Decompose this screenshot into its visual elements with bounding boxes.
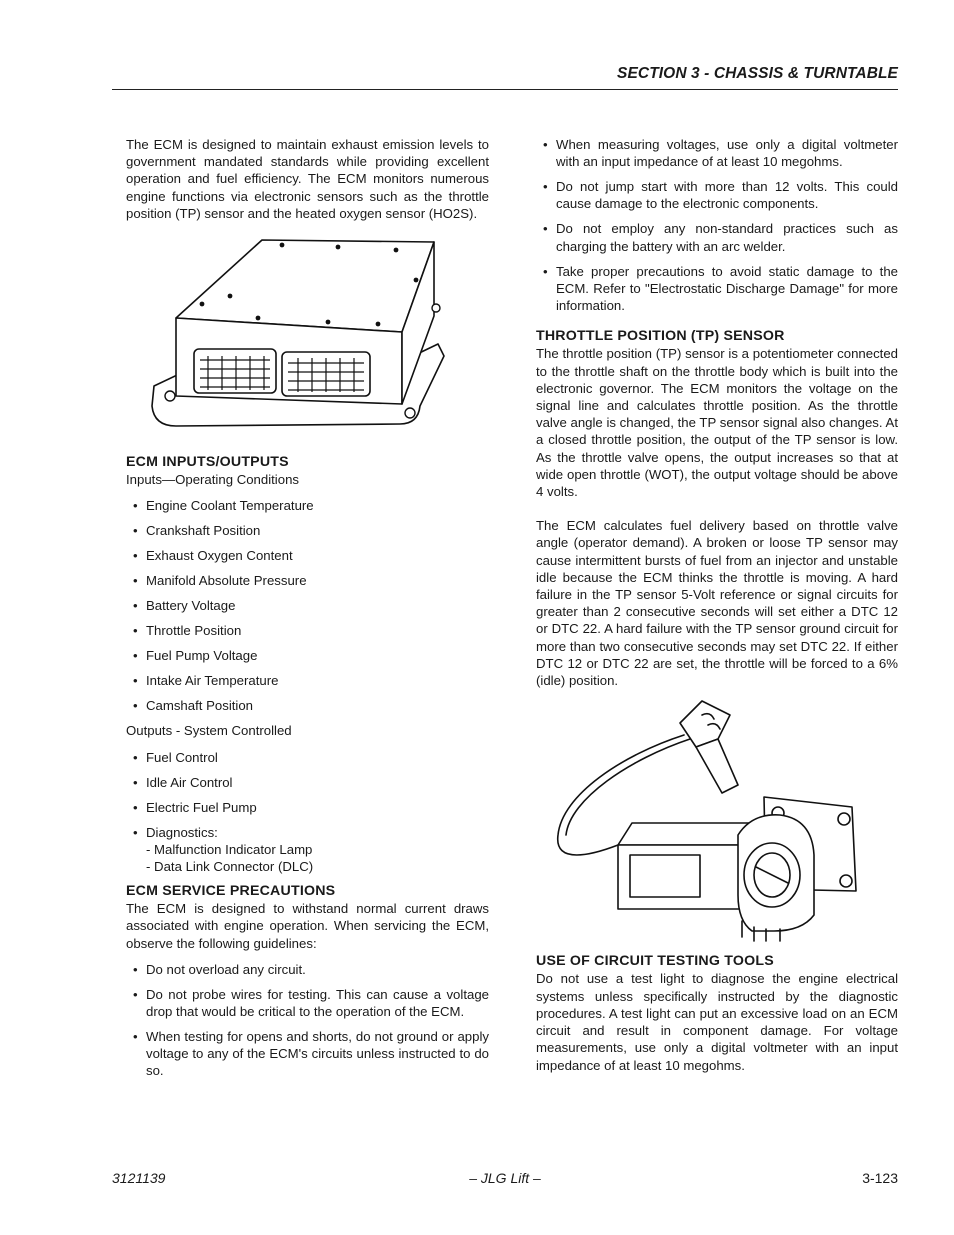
ecm-intro-paragraph: The ECM is designed to maintain exhaust emission levels to government mandated standards while providing excellent operation and fuel efficiency. The ECM monitors numerous engine functions via electronic sensors such as the throttle position (TP) sensor and the heated oxygen sensor (HO2S). — [126, 137, 489, 221]
list-item: • Battery Voltage — [126, 597, 489, 614]
list-item: • Do not overload any circuit. — [126, 961, 489, 978]
ecm-inputs-outputs-heading: ECM INPUTS/OUTPUTS — [126, 454, 289, 471]
precautions-intro: The ECM is designed to withstand normal current draws associated with engine operation. When servicing the ECM, observe the following guidelines: — [126, 901, 489, 951]
page-number: 3-123 — [862, 1170, 898, 1186]
list-item: • Intake Air Temperature — [126, 672, 489, 689]
list-item: • Do not probe wires for testing. This can cause a voltage drop that would be critical to the operation of the ECM. — [126, 986, 489, 1020]
ecm-service-precautions-heading: ECM SERVICE PRECAUTIONS — [126, 883, 336, 900]
precautions-list — [126, 961, 489, 1080]
diagnostics-label: • Diagnostics: — [146, 824, 218, 840]
throttle-body-sensor-illustration — [552, 695, 872, 943]
tp-sensor-paragraph-1: The throttle position (TP) sensor is a potentiometer connected to the throttle shaft on the throttle body which is built into the electronic governor. The ECM monitors the voltage on the signal line and calculates throttle position. As the throttle valve angle is changed, the TP sensor signal also changes. At a closed throttle position, the output of the TP sensor is low. As the throttle valve opens, the output increases so that at wide open throttle (WOT), the output voltage should be above 4 volts. — [536, 346, 898, 500]
circuit-testing-tools-paragraph: Do not use a test light to diagnose the engine electrical systems unless specifically instructed by the diagnostic procedures. A test light can put an excessive load on an ECM circuit and result in component damage. For voltage measurements, use only a digital voltmeter with an input impedance of at least 10 megohms. — [536, 971, 898, 1073]
document-number: 3121139 — [112, 1170, 166, 1186]
list-item: • Throttle Position — [126, 622, 489, 639]
list-item: • Do not employ any non-standard practices such as charging the battery with an arc welder. — [536, 220, 898, 254]
diagnostics-item: - Malfunction Indicator Lamp — [146, 841, 313, 857]
list-item: • Manifold Absolute Pressure — [126, 572, 489, 589]
right-column — [536, 136, 898, 1074]
inputs-list — [126, 497, 489, 714]
ecm-module-illustration — [148, 236, 448, 436]
section-title: SECTION 3 - CHASSIS & TURNTABLE — [617, 65, 898, 82]
list-item: • Fuel Pump Voltage — [126, 647, 489, 664]
list-item: • Electric Fuel Pump — [126, 799, 489, 816]
list-item: • Camshaft Position — [126, 697, 489, 714]
precautions-continued-list — [536, 136, 898, 314]
inputs-label: Inputs—Operating Conditions — [126, 472, 300, 488]
outputs-list — [126, 749, 489, 876]
diagnostics-item: - Data Link Connector (DLC) — [146, 859, 314, 875]
list-item: • When measuring voltages, use only a digital voltmeter with an input impedance of at least 10 megohms. — [536, 136, 898, 170]
left-column — [126, 136, 489, 1087]
list-item: • When testing for opens and shorts, do not ground or apply voltage to any of the ECM's circuits unless instructed to do so. — [126, 1028, 489, 1080]
list-item: • Crankshaft Position — [126, 522, 489, 539]
publisher-name: – JLG Lift – — [469, 1170, 541, 1186]
list-item: • Engine Coolant Temperature — [126, 497, 489, 514]
tp-sensor-paragraph-2: The ECM calculates fuel delivery based on throttle valve angle (operator demand). A broken or loose TP sensor may cause intermittent bursts of fuel from an injector and unstable idle because the ECM thinks the throttle is moving. A hard failure in the TP sensor 5-Volt reference or signal circuits for greater than 2 consecutive seconds will set either a DTC 12 or DTC 22. A hard failure with the TP sensor ground circuit for more than two consecutive seconds may set DTC 22. If either DTC 12 or DTC 22 are set, the throttle will be forced to a 6% (idle) position. — [536, 518, 898, 689]
tp-sensor-heading: THROTTLE POSITION (TP) SENSOR — [536, 328, 785, 345]
list-item: • Idle Air Control — [126, 774, 489, 791]
circuit-testing-tools-heading: USE OF CIRCUIT TESTING TOOLS — [536, 953, 774, 970]
list-item: • Exhaust Oxygen Content — [126, 547, 489, 564]
list-item — [126, 824, 489, 876]
list-item: • Fuel Control — [126, 749, 489, 766]
list-item: • Take proper precautions to avoid static damage to the ECM. Refer to "Electrostatic Discharge Damage" for more information. — [536, 263, 898, 315]
list-item: • Do not jump start with more than 12 volts. This could cause damage to the electronic components. — [536, 178, 898, 212]
outputs-label: Outputs - System Controlled — [126, 723, 292, 739]
page-header — [112, 60, 898, 90]
